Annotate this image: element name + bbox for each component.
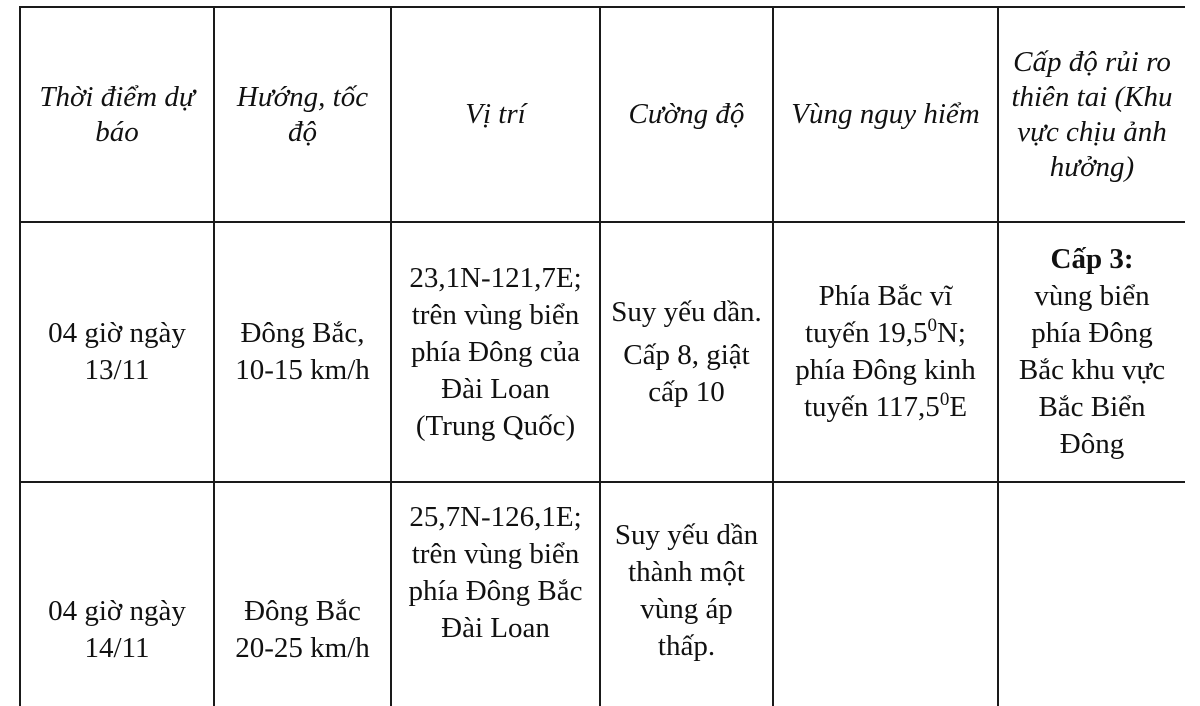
danger-zone-text-1: Phía Bắc vĩ tuyến 19,5 (805, 280, 953, 349)
header-direction-speed: Hướng, tốc độ (214, 7, 391, 222)
cell-forecast-time: 04 giờ ngày 14/11 (20, 482, 214, 706)
cell-forecast-time: 04 giờ ngày 13/11 (20, 222, 214, 482)
intensity-line-1: Suy yếu dần. (611, 295, 762, 328)
cell-position: 25,7N-126,1E; trên vùng biển phía Đông Bắc Đài Loan (391, 482, 600, 706)
header-forecast-time: Thời điểm dự báo (20, 7, 214, 222)
cell-position: 23,1N-121,7E; trên vùng biển phía Đông của Đài Loan (Trung Quốc) (391, 222, 600, 482)
cell-direction-speed: Đông Bắc 20-25 km/h (214, 482, 391, 706)
table-row (20, 482, 1185, 706)
cell-intensity (600, 222, 773, 482)
degree-superscript: 0 (927, 315, 937, 336)
header-position: Vị trí (391, 7, 600, 222)
intensity-line-2: Cấp 8, giật cấp 10 (623, 338, 750, 408)
cell-risk-level (998, 482, 1185, 706)
header-intensity: Cường độ (600, 7, 773, 222)
table-row (20, 222, 1185, 482)
cell-danger-zone (773, 222, 998, 482)
cell-intensity: Suy yếu dần thành một vùng áp thấp. (600, 482, 773, 706)
risk-area-text: vùng biển phía Đông Bắc khu vực Bắc Biển Đông (1018, 280, 1166, 460)
cell-danger-zone (773, 482, 998, 706)
danger-zone-text-3: E (949, 391, 968, 423)
header-row (20, 7, 1185, 222)
degree-superscript: 0 (939, 389, 950, 410)
danger-zone-text-2: N; phía Đông kinh tuyến 117,5 (795, 317, 976, 423)
risk-level-label: Cấp 3: (1050, 243, 1134, 275)
header-danger-zone: Vùng nguy hiểm (773, 7, 998, 222)
header-risk-level: Cấp độ rủi ro thiên tai (Khu vực chịu ảnh hưởng) (998, 7, 1185, 222)
storm-forecast-table (19, 6, 1185, 706)
forecast-table-container (19, 6, 1185, 706)
cell-risk-level (998, 222, 1185, 482)
cell-direction-speed: Đông Bắc, 10-15 km/h (214, 222, 391, 482)
